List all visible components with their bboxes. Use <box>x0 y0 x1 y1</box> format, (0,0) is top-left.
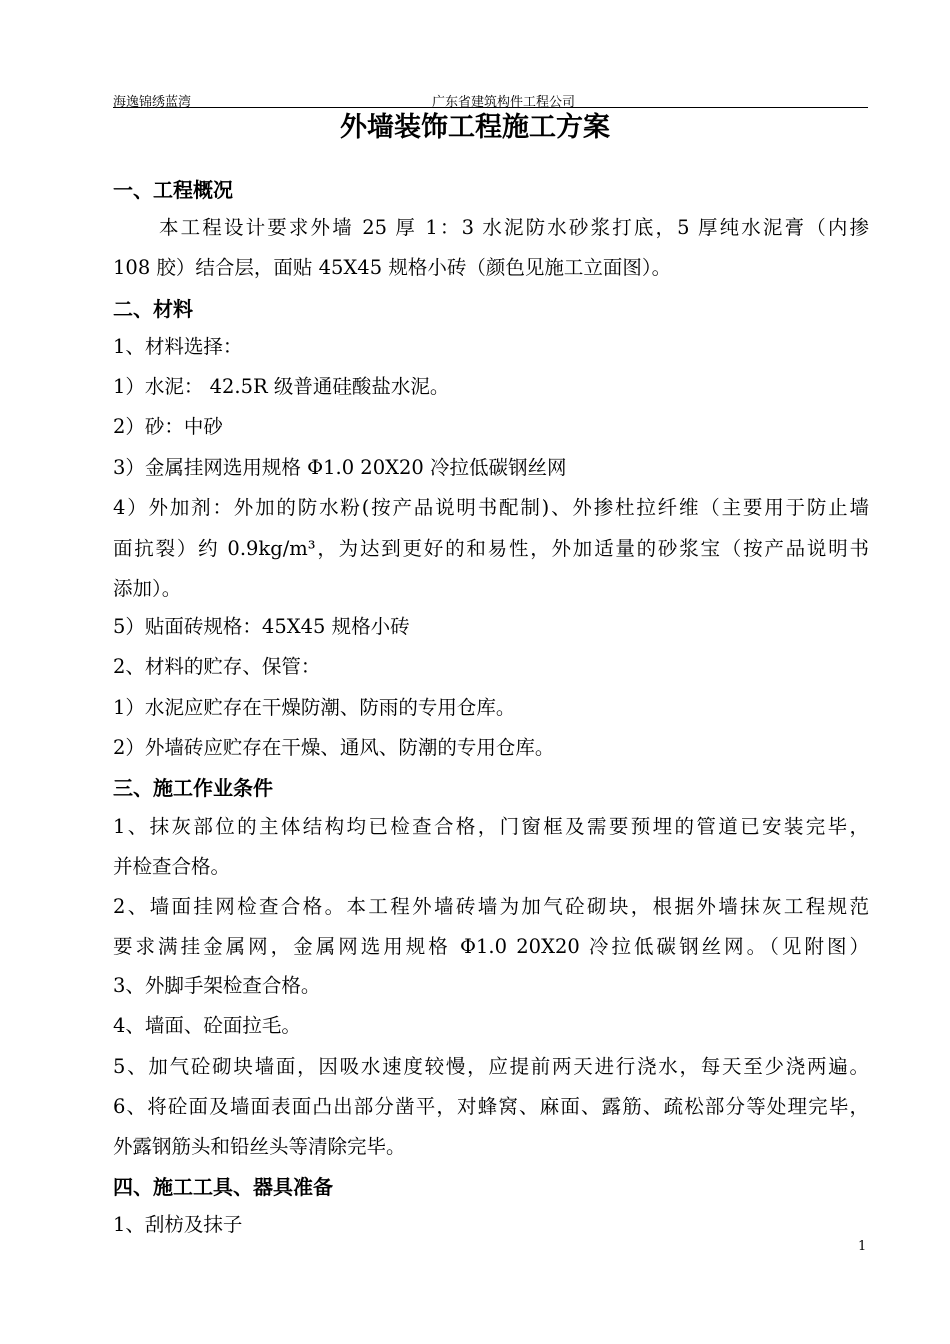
paragraph-line: 5、加气砼砌块墙面，因吸水速度较慢，应提前两天进行浇水，每天至少浇两遍。 <box>113 1055 869 1078</box>
paragraph-line: 1、材料选择： <box>113 335 243 358</box>
paragraph-line: 1、抹灰部位的主体结构均已检查合格，门窗框及需要预埋的管道已安装完毕， <box>113 815 869 838</box>
paragraph-line: 4）外加剂：外加的防水粉(按产品说明书配制)、外掺杜拉纤维（主要用于防止墙 <box>113 496 869 519</box>
header-rule <box>113 107 868 108</box>
paragraph-line: 1）水泥： 42.5R 级普通硅酸盐水泥。 <box>113 375 450 398</box>
paragraph-line: 2、材料的贮存、保管： <box>113 655 321 678</box>
paragraph-line: 5）贴面砖规格：45X45 规格小砖 <box>113 615 410 638</box>
page-number: 1 <box>858 1239 867 1254</box>
paragraph-line: 4、墙面、砼面拉毛。 <box>113 1014 301 1037</box>
document-title: 外墙装饰工程施工方案 <box>340 112 610 143</box>
header-company-name: 广东省建筑构件工程公司 <box>432 95 576 110</box>
paragraph-line: 2、墙面挂网检查合格。本工程外墙砖墙为加气砼砌块，根据外墙抹灰工程规范 <box>113 895 869 918</box>
paragraph-line: 1）水泥应贮存在干燥防潮、防雨的专用仓库。 <box>113 696 516 719</box>
paragraph-line: 3）金属挂网选用规格 Φ1.0 20X20 冷拉低碳钢丝网 <box>113 456 567 479</box>
paragraph-line: 6、将砼面及墙面表面凸出部分凿平，对蜂窝、麻面、露筋、疏松部分等处理完毕， <box>113 1095 869 1118</box>
section-heading: 三、施工作业条件 <box>113 776 273 800</box>
paragraph-line: 面抗裂）约 0.9kg/m³，为达到更好的和易性，外加适量的砂浆宝（按产品说明书 <box>113 537 869 560</box>
paragraph-line: 3、外脚手架检查合格。 <box>113 974 321 997</box>
section-heading: 一、工程概况 <box>113 178 233 202</box>
section-heading: 四、施工工具、器具准备 <box>113 1175 333 1199</box>
paragraph-line: 2）外墙砖应贮存在干燥、通风、防潮的专用仓库。 <box>113 736 555 759</box>
header-project-name: 海逸锦绣蓝湾 <box>113 95 192 110</box>
paragraph-line: 并检查合格。 <box>113 855 231 878</box>
paragraph-line: 添加）。 <box>113 577 182 600</box>
section-heading: 二、材料 <box>113 297 193 321</box>
paragraph-line: 2）砂：中砂 <box>113 415 223 438</box>
paragraph-line: 1、刮枋及抹子 <box>113 1213 243 1236</box>
paragraph-line: 108 胶）结合层，面贴 45X45 规格小砖（颜色见施工立面图）。 <box>113 256 672 279</box>
paragraph-line: 外露钢筋头和铅丝头等清除完毕。 <box>113 1135 406 1158</box>
paragraph-line: 本工程设计要求外墙 25 厚 1：3 水泥防水砂浆打底，5 厚纯水泥膏（内掺 <box>159 216 869 239</box>
paragraph-line: 要求满挂金属网，金属网选用规格 Φ1.0 20X20 冷拉低碳钢丝网。（见附图） <box>113 935 869 958</box>
